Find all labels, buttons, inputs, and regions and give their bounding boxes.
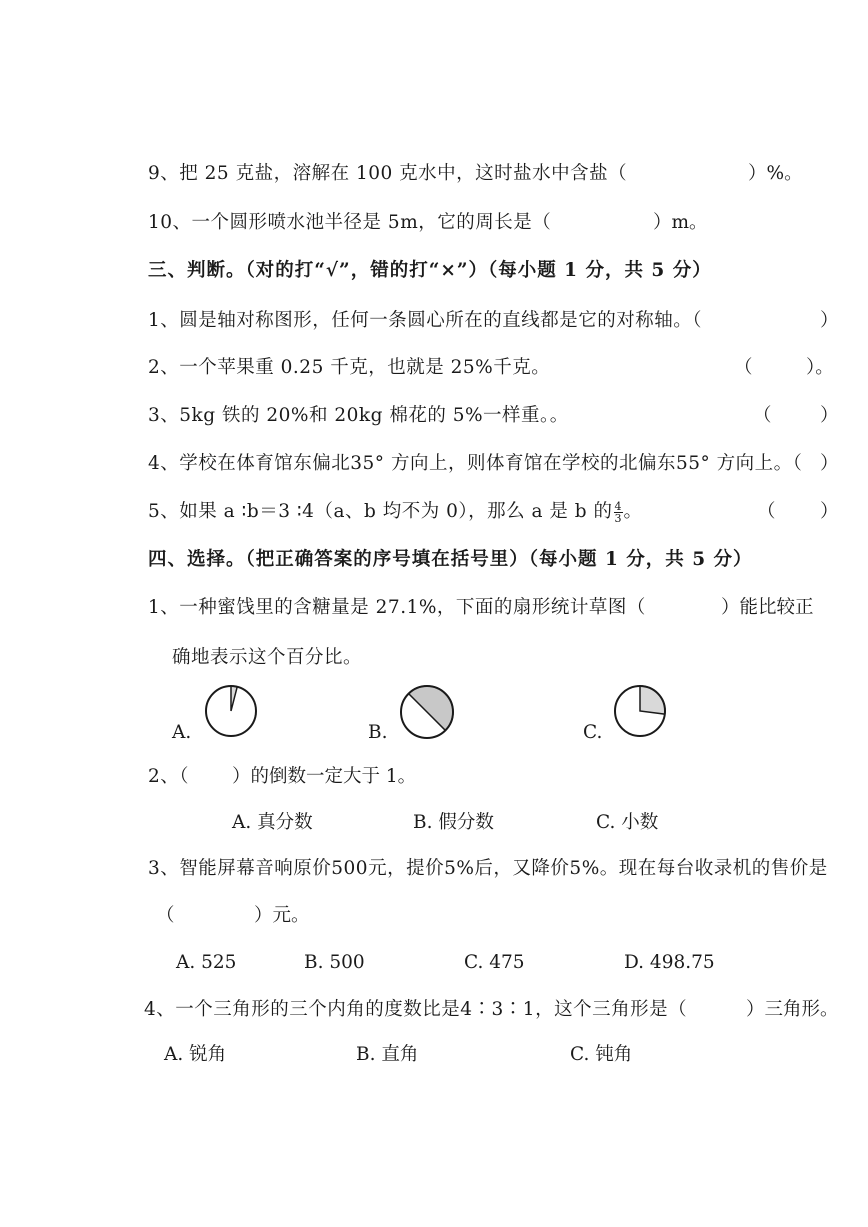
question-text: 9、把 25 克盐，溶解在 100 克水中，这时盐水中含盐（ [148,163,628,184]
option-a: A. 真分数 [232,812,313,833]
option-b-label: B. [368,722,388,743]
choice-item-1: 1、一种蜜饯里的含糖量是 27.1%，下面的扇形统计草图（ [148,597,646,618]
option-a: A. 锐角 [164,1044,227,1065]
answer-close: ）元。 [254,905,310,926]
option-a: A. 525 [176,952,237,973]
pie-slice-highlight [409,686,453,730]
judge-item-1: 1、圆是轴对称图形，任何一条圆心所在的直线都是它的对称轴。（ [148,310,703,331]
answer-open: （ [757,501,776,522]
answer-close: ） [820,310,839,331]
answer-open: （ [156,905,175,926]
fraction: $\frac{4}{3}$ [614,499,622,525]
option-d: D. 498.75 [624,952,715,973]
option-c: C. 钝角 [570,1044,633,1065]
judge-item-2: 2、一个苹果重 0.25 千克，也就是 25%千克。 [148,357,551,378]
question-2-10 [148,211,551,235]
answer-close: ） [820,501,839,522]
choice-1-after: ）能比较正 [721,597,814,618]
answer-open: （ [734,357,753,378]
option-b: B. 500 [304,952,365,973]
judge-item-4: 4、学校在体育馆东偏北35° 方向上，则体育馆在学校的北偏东55° 方向上。（ [148,453,803,474]
choice-2-after: ）的倒数一定大于 1。 [232,766,417,787]
answer-close: ） [820,405,839,426]
pie-slice-highlight [231,686,237,711]
answer-close: ） [820,453,839,474]
option-c: C. 小数 [596,812,659,833]
pie-chart-a [204,684,258,738]
pie-chart-c [613,684,667,738]
section-4-heading: 四、选择。（把正确答案的序号填在括号里）（每小题 1 分，共 5 分） [148,549,753,570]
option-c: C. 475 [464,952,525,973]
option-b: B. 假分数 [413,812,494,833]
question-text: 10、一个圆形喷水池半径是 5m，它的周长是（ [148,212,552,233]
question-2-9 [148,162,627,186]
judge-item-3: 3、5kg 铁的 20%和 20kg 棉花的 5%一样重。。 [148,405,569,426]
pie-chart-b [399,684,455,740]
choice-item-1-line2: 确地表示这个百分比。 [172,647,363,668]
answer-open: （ [753,405,772,426]
choice-item-3: 3、智能屏幕音响原价500元，提价5%后，又降价5%。现在每台收录机的售价是 [148,858,828,879]
answer-close: ）三角形。 [746,999,839,1020]
option-c-label: C. [583,722,603,743]
answer-close: ）%。 [748,163,803,184]
answer-close: ）m。 [653,212,708,233]
section-3-heading: 三、判断。（对的打“√”，错的打“×”）（每小题 1 分，共 5 分） [148,260,712,281]
answer-close: ）。 [806,357,834,378]
option-b: B. 直角 [356,1044,419,1065]
choice-item-4: 4、一个三角形的三个内角的度数比是4∶3∶1，这个三角形是（ [144,999,688,1020]
choice-item-2: 2、（ [148,766,190,787]
judge-item-5: 5、如果 a ∶b＝3 ∶4（a、b 均不为 0），那么 a 是 b 的 $\frac{4}{3}$ 。 [148,499,643,525]
option-a-label: A. [172,722,192,743]
